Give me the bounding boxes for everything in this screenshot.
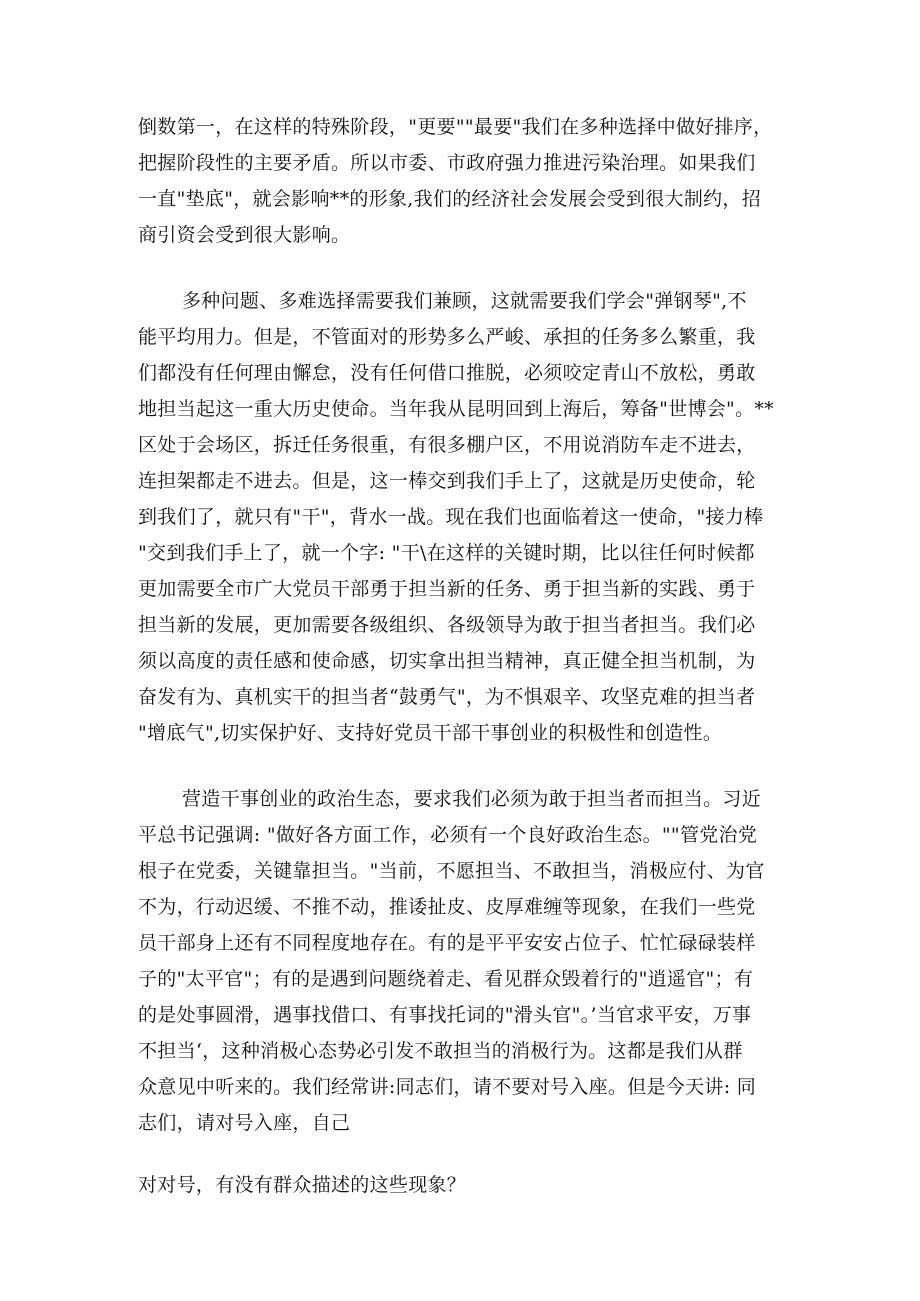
text-line: 担当新的发展，更加需要各级组织、各级领导为敢于担当者担当。我们必 (138, 614, 756, 636)
text-line: 营造干事创业的政治生态，要求我们必须为敢于担当者而担当。习近 (182, 788, 762, 810)
text-line: 商引资会受到很大影响。 (138, 224, 351, 246)
text-line: 倒数第一，在这样的特殊阶段，"更要""最要"我们在多种选择中做好排序， (138, 116, 773, 138)
text-line: 把握阶段性的主要矛盾。所以市委、市政府强力推进污染治理。如果我们 (138, 152, 756, 174)
text-line: 的是处事圆滑，遇事找借口、有事找托词的"滑头官"。’当官求平安，万事 (138, 1004, 752, 1026)
text-line: 对对号，有没有群众描述的这些现象？ (138, 1174, 467, 1196)
text-line: 平总书记强调: "做好各方面工作，必须有一个良好政治生态。""管党治党 (138, 824, 758, 846)
text-line: 一直"垫底"，就会影响**的形象,我们的经济社会发展会受到很大制约，招 (138, 188, 762, 210)
text-line: 志们，请对号入座，自己 (138, 1112, 351, 1134)
text-line: 们都没有任何理由懈怠，没有任何借口推脱，必须咬定青山不放松，勇敢 (138, 362, 756, 384)
text-line: 不担当‘，这种消极心态势必引发不敢担当的消极行为。这都是我们从群 (138, 1040, 743, 1062)
text-line: 更加需要全市广大党员干部勇于担当新的任务、勇于担当新的实践、勇于 (138, 578, 756, 600)
text-line: 不为，行动迟缓、不推不动，推诿扯皮、皮厚难缠等现象，在我们一些党 (138, 896, 756, 918)
text-line: "增底气",切实保护好、支持好党员干部干事创业的积极性和创造性。 (138, 722, 723, 744)
text-line: 多种问题、多难选择需要我们兼顾，这就需要我们学会"弹钢琴",不 (182, 290, 747, 312)
text-line: 众意见中听来的。我们经常讲:同志们，请不要对号入座。但是今天讲: 同 (138, 1076, 757, 1098)
text-line: 能平均用力。但是，不管面对的形势多么严峻、承担的任务多么繁重，我 (138, 326, 756, 348)
text-line: 根子在党委，关键靠担当。"当前，不愿担当、不敢担当，消极应付、为官 (138, 860, 765, 882)
text-line: 区处于会场区，拆迁任务很重，有很多棚户区，不用说消防车走不进去， (138, 434, 756, 456)
text-line: 子的"太平官"；有的是遇到问题绕着走、看见群众毁着行的"逍遥官"；有 (138, 968, 754, 990)
text-line: 奋发有为、真机实干的担当者“鼓勇气"，为不惧艰辛、攻坚克难的担当者 (138, 686, 756, 708)
text-line: 到我们了，就只有"干"，背水一战。现在我们也面临着这一使命，"接力棒 (138, 506, 764, 528)
text-line: 地担当起这一重大历史使命。当年我从昆明回到上海后，筹备"世博会"。** (138, 398, 774, 420)
text-line: 员干部身上还有不同程度地存在。有的是平平安安占位子、忙忙碌碌装样 (138, 932, 756, 954)
text-line: "交到我们手上了，就一个字: "干\在这样的关键时期，比以往任何时候都 (138, 542, 755, 564)
text-line: 连担架都走不进去。但是，这一棒交到我们手上了，这就是历史使命，轮 (138, 470, 756, 492)
text-line: 须以高度的责任感和使命感，切实拿出担当精神，真正健全担当机制，为 (138, 650, 756, 672)
